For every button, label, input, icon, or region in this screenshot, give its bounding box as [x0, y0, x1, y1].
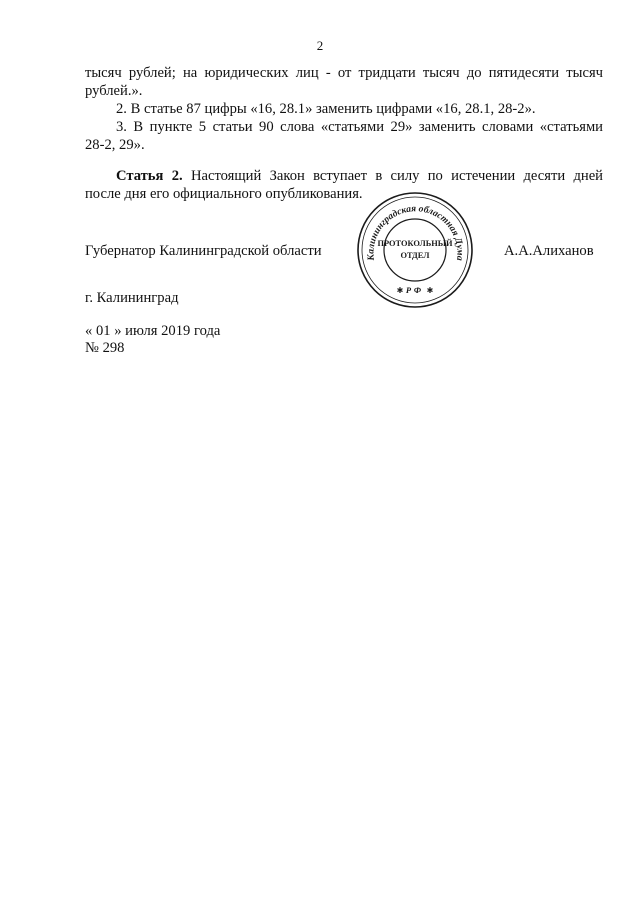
- seal-inner-line-1: ПРОТОКОЛЬНЫЙ: [377, 239, 453, 248]
- amendment-item-2: 2. В статье 87 цифры «16, 28.1» заменить цифрами «16, 28.1, 28-2».: [116, 101, 536, 117]
- seal-star-icon: ✱: [426, 286, 434, 295]
- signing-date: « 01 » июля 2019 года: [85, 323, 221, 339]
- seal-outer-text: Калининградская областная Дума: [366, 204, 465, 262]
- seal-inner-line-2: ОТДЕЛ: [400, 251, 430, 260]
- seal-bottom-text: РФ: [405, 285, 425, 295]
- law-number: № 298: [85, 340, 125, 356]
- page-number: 2: [316, 38, 324, 53]
- amendment-item-3-continued: 28-2, 29».: [85, 137, 145, 153]
- article-2-paragraph: [116, 167, 603, 185]
- official-seal: [356, 191, 474, 309]
- amendment-item-3: 3. В пункте 5 статьи 90 слова «статьями 29» заменить словами «статьями: [116, 119, 603, 135]
- signatory-title: Губернатор Калининградской области: [85, 243, 322, 259]
- signatory-name: А.А.Алиханов: [504, 243, 594, 259]
- paragraph-line: рублей.».: [85, 83, 143, 99]
- article-2-paragraph-continued: после дня его официального опубликования.: [85, 186, 363, 202]
- paragraph-line: тысяч рублей; на юридических лиц - от тридцати тысяч до пятидесяти тысяч: [85, 65, 603, 81]
- article-2-label: Статья 2.: [116, 168, 183, 184]
- article-2-text: Настоящий Закон вступает в силу по истечении десяти дней: [190, 168, 603, 184]
- seal-star-icon: ✱: [396, 286, 404, 295]
- signing-city: г. Калининград: [85, 290, 179, 306]
